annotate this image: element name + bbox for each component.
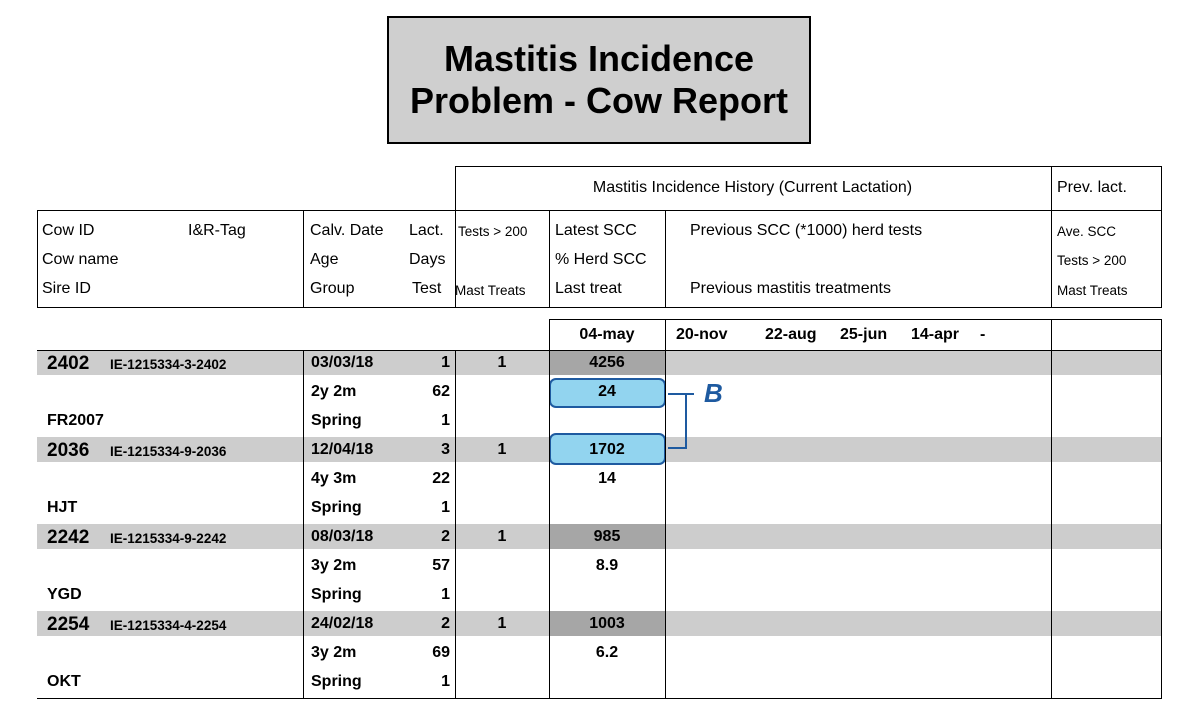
header-lact: Lact.	[409, 222, 444, 239]
tests-200: 1	[497, 615, 507, 632]
test: 1	[441, 586, 450, 603]
header-divider	[303, 210, 304, 307]
lact: 2	[441, 615, 450, 632]
group: Spring	[311, 412, 362, 429]
header-cow-name: Cow name	[42, 251, 119, 268]
header-last-treat: Last treat	[555, 280, 622, 297]
calv-date: 24/02/18	[311, 615, 374, 632]
body-divider	[1161, 319, 1162, 698]
latest-scc: 1003	[589, 615, 625, 632]
header-divider	[37, 210, 38, 307]
body-divider	[1051, 319, 1052, 698]
body-top-border	[549, 319, 1162, 320]
header-ave-scc: Ave. SCC	[1057, 224, 1117, 239]
test: 1	[441, 499, 450, 516]
history-section-header: Mastitis Incidence History (Current Lactation)	[592, 179, 913, 196]
title-line-2: Problem - Cow Report	[409, 80, 789, 121]
header-prev-scc: Previous SCC (*1000) herd tests	[690, 222, 923, 239]
cow-tag: IE-1215334-9-2036	[110, 444, 227, 459]
prev-test-date: 20-nov	[676, 326, 728, 343]
header-latest-scc: Latest SCC	[555, 222, 637, 239]
cow-id: 2254	[47, 614, 90, 635]
body-divider	[665, 319, 666, 698]
group: Spring	[311, 673, 362, 690]
calv-date: 12/04/18	[311, 441, 374, 458]
header-bottom-border	[37, 307, 1162, 308]
prev-lact-section-header: Prev. lact.	[1057, 179, 1127, 196]
sire-id: YGD	[47, 586, 82, 603]
tests-200: 1	[497, 441, 507, 458]
header-prev-tests-200: Tests > 200	[1057, 253, 1127, 268]
body-divider	[549, 319, 550, 698]
lact: 2	[441, 528, 450, 545]
header-divider	[665, 210, 666, 307]
lact: 1	[441, 354, 450, 371]
header-cow-id: Cow ID	[42, 222, 95, 239]
sire-id: FR2007	[47, 412, 104, 429]
tests-200: 1	[497, 528, 507, 545]
cow-tag: IE-1215334-4-2254	[110, 618, 227, 633]
age: 3y 2m	[311, 557, 357, 574]
body-divider	[455, 350, 456, 698]
lact: 3	[441, 441, 450, 458]
pct-herd-scc: 8.9	[595, 557, 619, 574]
cow-id: 2402	[47, 353, 90, 374]
header-divider	[1161, 166, 1162, 307]
prev-test-date: 25-jun	[840, 326, 888, 343]
pct-herd-scc: 14	[598, 470, 616, 487]
cow-tag: IE-1215334-3-2402	[110, 357, 227, 372]
latest-test-date: 04-may	[579, 326, 635, 343]
pct-herd-scc: 24	[598, 383, 616, 400]
title-line-1: Mastitis Incidence	[443, 38, 755, 79]
days: 22	[432, 470, 450, 487]
header-calv-date: Calv. Date	[310, 222, 384, 239]
calv-date: 03/03/18	[311, 354, 374, 371]
header-age: Age	[310, 251, 339, 268]
age: 2y 2m	[311, 383, 357, 400]
header-mid-border	[37, 210, 1162, 211]
latest-scc: 1702	[589, 441, 625, 458]
age: 3y 2m	[311, 644, 357, 661]
latest-scc: 4256	[589, 354, 625, 371]
header-days: Days	[409, 251, 446, 268]
header-ir-tag: I&R-Tag	[188, 222, 246, 239]
test: 1	[441, 412, 450, 429]
header-prev-mast-treats: Mast Treats	[1057, 283, 1128, 298]
sire-id: OKT	[47, 673, 81, 690]
header-test: Test	[412, 280, 442, 297]
report-title	[387, 16, 811, 144]
prev-test-date: 22-aug	[765, 326, 817, 343]
sire-id: HJT	[47, 499, 78, 516]
cow-id: 2242	[47, 527, 90, 548]
body-header-border	[37, 350, 1162, 351]
days: 69	[432, 644, 450, 661]
prev-test-date: -	[980, 326, 986, 343]
header-top-border	[455, 166, 1162, 167]
header-mast-treats: Mast Treats	[455, 283, 526, 298]
cow-id: 2036	[47, 440, 90, 461]
group: Spring	[311, 499, 362, 516]
calv-date: 08/03/18	[311, 528, 374, 545]
cow-tag: IE-1215334-9-2242	[110, 531, 227, 546]
pct-herd-scc: 6.2	[595, 644, 619, 661]
header-sire-id: Sire ID	[42, 280, 91, 297]
header-tests-200: Tests > 200	[458, 224, 528, 239]
annotation-label: B	[704, 378, 723, 408]
header-pct-herd-scc: % Herd SCC	[555, 251, 647, 268]
header-divider	[1051, 166, 1052, 307]
test: 1	[441, 673, 450, 690]
age: 4y 3m	[311, 470, 357, 487]
group: Spring	[311, 586, 362, 603]
tests-200: 1	[497, 354, 507, 371]
body-bottom-border	[37, 698, 1162, 699]
latest-scc: 985	[593, 528, 621, 545]
days: 57	[432, 557, 450, 574]
prev-test-date: 14-apr	[911, 326, 960, 343]
body-divider	[303, 350, 304, 698]
days: 62	[432, 383, 450, 400]
header-group: Group	[310, 280, 355, 297]
header-divider	[549, 210, 550, 307]
header-prev-treat: Previous mastitis treatments	[690, 280, 891, 297]
